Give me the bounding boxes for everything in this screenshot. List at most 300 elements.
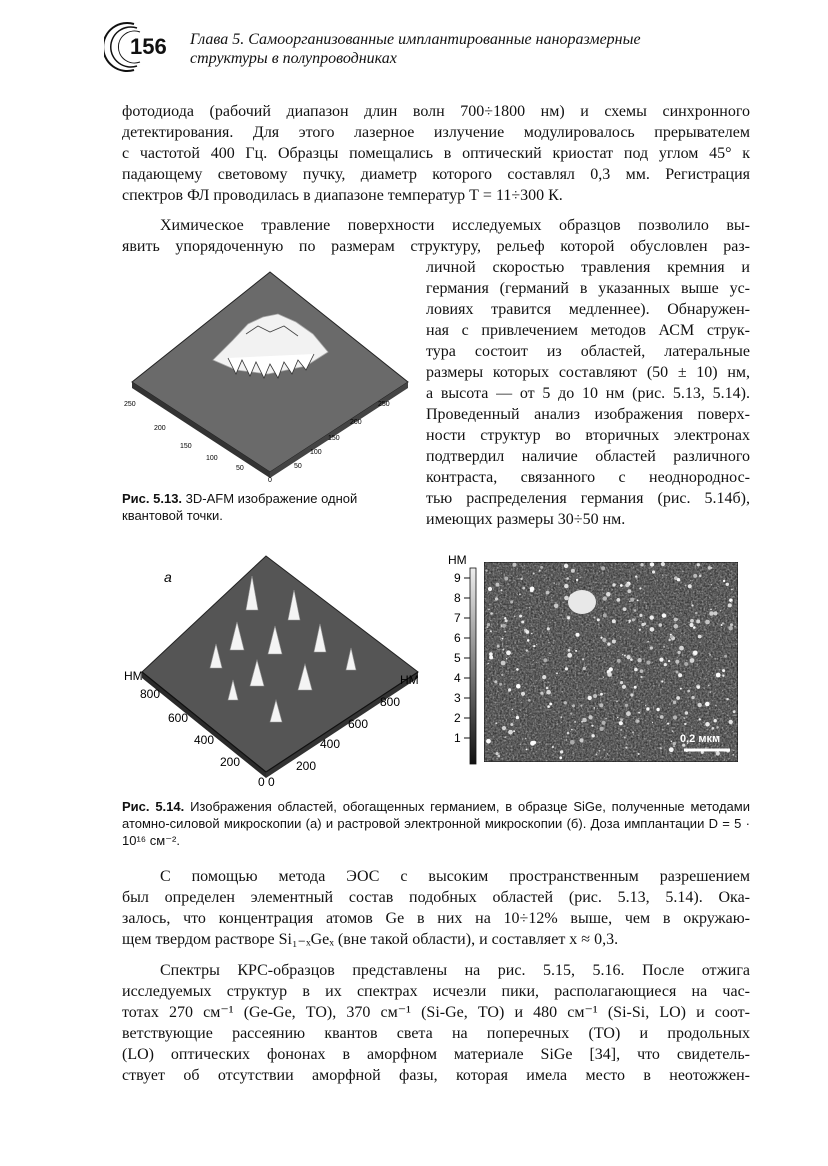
scale-tick: 9	[454, 571, 461, 585]
figure-5-14-caption	[122, 798, 750, 849]
text-line: ветствующие рассеянию квантов света на поперечных (ТО) и продольных	[122, 1025, 750, 1042]
text-line: щем твердом растворе Si₁₋ₓGeₓ (вне такой области), и составляет x ≈ 0,3.	[122, 931, 619, 948]
sem-bright-spot	[616, 700, 618, 702]
text-line: ная с привлечением методов АСМ струк-	[426, 322, 750, 339]
sem-bright-spot	[531, 633, 532, 634]
panel-label-a: а	[164, 569, 172, 585]
sem-bright-spot	[691, 696, 694, 699]
sem-bright-spot	[639, 614, 642, 617]
afm-surface	[142, 556, 418, 772]
sem-bright-spot	[504, 617, 506, 619]
sem-bright-spot	[727, 698, 729, 700]
tick-label: 600	[348, 717, 369, 731]
sem-bright-spot	[573, 753, 574, 754]
axis-unit-right: НМ	[400, 673, 419, 687]
sem-bright-spot	[620, 681, 623, 684]
sem-bright-spot	[603, 677, 604, 678]
sem-bright-spot	[504, 631, 506, 633]
tick-label: 400	[320, 737, 341, 751]
sem-bright-spot	[690, 619, 694, 623]
sem-bright-spot	[599, 750, 601, 752]
sem-bright-spot	[692, 604, 694, 606]
sem-bright-spot	[733, 750, 734, 751]
height-scale	[446, 552, 484, 768]
text-line: тура состоит из областей, латеральные	[426, 343, 750, 360]
text-line: Химическое травление поверхности исследуемых образцов позволило вы-	[160, 217, 750, 234]
tick-label: 100	[206, 455, 218, 462]
sem-bright-spot	[609, 667, 613, 671]
sem-bright-spot	[600, 637, 602, 639]
running-title	[190, 30, 750, 68]
sem-bright-spot	[497, 645, 500, 648]
sem-bright-spot	[695, 612, 698, 615]
sem-bright-spot	[502, 649, 504, 651]
sem-bright-spot	[528, 699, 531, 702]
sem-bright-spot	[525, 738, 527, 740]
sem-bright-spot	[487, 623, 490, 626]
sem-bright-spot	[705, 722, 710, 727]
sem-bright-spot	[603, 596, 607, 600]
sem-bright-spot	[716, 673, 721, 678]
sem-bright-spot	[714, 719, 717, 722]
sem-bright-spot	[729, 720, 733, 724]
sem-bright-spot	[662, 613, 666, 617]
sem-bright-spot	[612, 583, 615, 586]
sem-bright-spot	[536, 644, 537, 645]
sem-bright-spot	[542, 675, 546, 679]
sem-bright-spot	[607, 642, 610, 645]
sem-bright-spot	[504, 736, 506, 738]
tick-label: 150	[180, 443, 192, 450]
sem-bright-spot	[617, 717, 619, 719]
text-line: Спектры КРС-образцов представлены на рис. 5.15, 5.16. После отжига	[160, 962, 750, 979]
sem-bright-spot	[533, 660, 534, 661]
axis-unit-left: НМ	[124, 669, 143, 683]
sem-bright-spot	[722, 669, 725, 672]
sem-bright-spot	[498, 755, 501, 758]
sem-bright-spot	[675, 660, 679, 664]
sem-bright-spot	[561, 716, 563, 718]
sem-bright-spot	[637, 720, 640, 723]
tick-label: 200	[154, 425, 166, 432]
scalebar-label: 0,2 мкм	[680, 733, 721, 745]
sem-bright-spot	[628, 620, 631, 623]
sem-bright-spot	[634, 609, 637, 612]
sem-bright-spot	[652, 570, 655, 573]
sem-bright-spot	[512, 563, 516, 567]
scale-ticks	[454, 571, 461, 745]
sem-bright-spot	[630, 598, 634, 602]
text-line: размеры которых составляют (50 ± 10) нм,	[426, 364, 750, 381]
sem-bright-spot	[510, 601, 513, 604]
sem-bright-spot	[688, 584, 692, 588]
sem-bright-spot	[572, 704, 575, 707]
sem-bright-spot	[617, 598, 621, 602]
sem-bright-spot	[582, 658, 584, 660]
sem-bright-spot	[529, 607, 530, 608]
sem-bright-spot	[495, 752, 498, 755]
sem-bright-spot	[612, 619, 616, 623]
sem-bright-spot	[588, 696, 592, 700]
sem-bright-spot	[576, 633, 580, 637]
sem-bright-spot	[620, 718, 623, 721]
sem-bright-spot	[539, 570, 541, 572]
sem-bright-spot	[599, 727, 603, 731]
caption-label: Рис. 5.14.	[122, 799, 185, 814]
sem-bright-spot	[632, 731, 634, 733]
tick-label: 150	[328, 435, 340, 442]
sem-bright-spot	[672, 730, 674, 732]
sem-bright-spot	[564, 701, 567, 704]
scale-tick: 6	[454, 631, 461, 645]
sem-bright-spot	[516, 716, 519, 719]
sem-bright-spot	[521, 692, 525, 696]
figure-5-14a-afm-3d	[118, 550, 442, 788]
sem-bright-spot	[705, 620, 710, 625]
sem-bright-spot	[570, 713, 572, 715]
sem-bright-spot	[709, 654, 711, 656]
sem-bright-spot	[540, 692, 543, 695]
sem-bright-spot	[630, 658, 633, 661]
sem-bright-spot	[496, 583, 500, 587]
sem-bright-spot	[679, 646, 684, 651]
sem-bright-spot	[546, 690, 551, 695]
text-line: ствует об отсутствии аморфной фазы, которая имела место в неотожжен-	[122, 1067, 750, 1084]
sem-bright-spot	[678, 673, 682, 677]
sem-bright-spot	[603, 614, 607, 618]
sem-bright-spot	[722, 675, 724, 677]
sem-bright-spot	[670, 635, 674, 639]
sem-bright-spot	[502, 638, 504, 640]
tick-label: 200	[350, 419, 362, 426]
sem-bright-spot	[671, 741, 672, 742]
sem-bright-spot	[594, 707, 596, 709]
figure-5-13-caption	[122, 490, 422, 524]
sem-bright-spot	[674, 618, 678, 622]
sem-bright-spot	[730, 623, 733, 626]
sem-bright-spot	[501, 661, 506, 666]
caption-label: Рис. 5.13.	[122, 491, 183, 506]
sem-bright-spot	[690, 658, 695, 663]
text-line: был определен элементный состав подобных областей (рис. 5.13, 5.14). Ока-	[122, 889, 750, 906]
sem-bright-spot	[488, 587, 492, 591]
sem-bright-spot	[629, 622, 631, 624]
sem-bright-spot	[699, 718, 701, 720]
sem-bright-spot	[622, 654, 623, 655]
sem-bright-spot	[506, 650, 511, 655]
text-line: германия (германий в указанных выше ус-	[426, 280, 750, 297]
sem-bright-spot	[647, 641, 649, 643]
paragraph-2-side	[426, 257, 750, 530]
sem-bright-spot	[549, 703, 552, 706]
sem-bright-spot	[546, 687, 549, 690]
sem-bright-spot	[626, 655, 630, 659]
sem-bright-spot	[552, 746, 554, 748]
sem-bright-spot	[591, 734, 594, 737]
text-line: ловиях травится медленнее). Обнаружен-	[426, 301, 750, 318]
tick-label: 200	[296, 759, 317, 773]
sem-bright-spot	[567, 653, 572, 658]
sem-bright-spot	[656, 708, 659, 711]
sem-bright-spot	[645, 705, 646, 706]
sem-bright-spot	[530, 587, 535, 592]
text-line: фотодиода (рабочий диапазон длин волн 700÷1800 нм) и схемы синхронного	[122, 103, 750, 120]
sem-bright-spot	[735, 756, 736, 757]
origin-label: 0 0	[258, 775, 275, 788]
sem-bright-spot	[697, 563, 700, 566]
sem-bright-spot	[627, 589, 631, 593]
sem-bright-spot	[597, 618, 600, 621]
text-line: С помощью метода ЭОС с высоким пространственным разрешением	[160, 868, 750, 885]
sem-bright-spot	[640, 669, 644, 673]
sem-bright-spot	[634, 686, 637, 689]
sem-bright-spot	[650, 562, 654, 566]
sem-bright-spot	[684, 723, 686, 725]
scale-tick: 3	[454, 691, 461, 705]
sem-bright-spot	[639, 587, 641, 589]
sem-bright-spot	[699, 575, 702, 578]
sem-bright-spot	[516, 668, 519, 671]
sem-bright-spot	[634, 668, 638, 672]
sem-bright-spot	[599, 703, 603, 707]
caption-text: Изображения областей, обогащенных германием, в образце SiGe, полученные методами атомно-силовой микроскопии (а) и растровой электронной микроскопии (б). Доза имплантации D = 5 · 10¹⁶ см⁻².	[122, 799, 750, 848]
sem-bright-spot	[512, 709, 513, 710]
sem-bright-spot	[650, 615, 654, 619]
sem-bright-spot	[495, 722, 497, 724]
sem-bright-spot	[733, 710, 736, 713]
sem-bright-spot	[488, 609, 490, 611]
sem-bright-spot	[693, 626, 696, 629]
sem-bright-spot	[684, 662, 688, 666]
sem-bright-spot	[490, 630, 492, 632]
sem-bright-spot	[698, 703, 702, 707]
sem-bright-spot	[564, 596, 569, 601]
figure-5-13-afm-3d	[118, 262, 418, 484]
sem-bright-spot	[675, 670, 678, 673]
sem-bright-spot	[661, 680, 663, 682]
sem-bright-spot	[502, 726, 506, 730]
sem-bright-spot	[606, 592, 611, 597]
sem-bright-spot	[710, 609, 712, 611]
sem-bright-spot	[607, 753, 608, 754]
sem-bright-spot	[674, 624, 679, 629]
sem-bright-spot	[662, 574, 664, 576]
sem-bright-spot	[565, 667, 568, 670]
sem-bright-spot	[669, 747, 674, 752]
sem-bright-spot	[638, 753, 640, 755]
sem-bright-spot	[502, 624, 506, 628]
sem-bright-spot	[689, 623, 693, 627]
sem-bright-spot	[625, 747, 627, 749]
sem-bright-spot	[516, 684, 521, 689]
sem-bright-spot	[501, 589, 503, 591]
sem-bright-spot	[637, 658, 641, 662]
sem-bright-spot	[731, 601, 733, 603]
sem-bright-spot	[508, 730, 513, 735]
sem-bright-spot	[680, 688, 682, 690]
sem-bright-spot	[641, 676, 643, 678]
tick-label: 200	[220, 755, 241, 769]
sem-bright-spot	[705, 702, 710, 707]
sem-bright-spot	[588, 715, 592, 719]
sem-bright-spot	[693, 651, 698, 656]
sem-bright-spot	[547, 705, 550, 708]
sem-bright-spot	[673, 715, 677, 719]
sem-bright-spot	[677, 651, 680, 654]
sem-bright-spot	[668, 660, 670, 662]
sem-bright-spot	[640, 563, 643, 566]
text-line: а высота — от 5 до 10 нм (рис. 5.13, 5.14).	[426, 385, 750, 402]
running-title-line: Глава 5. Самоорганизованные имплантированные наноразмерные	[190, 31, 641, 48]
sem-bright-spot	[489, 655, 493, 659]
sem-bright-spot	[685, 711, 689, 715]
sem-bright-spot	[635, 575, 637, 577]
sem-bright-spot	[617, 659, 621, 663]
sem-bright-spot	[580, 577, 581, 578]
text-line: с частотой 400 Гц. Образцы помещались в оптический криостат под углом 45° к	[122, 145, 750, 162]
caption-text: 3D-AFM изображение одной квантовой точки.	[122, 491, 358, 523]
sem-bright-spot	[629, 601, 631, 603]
sem-bright-spot	[495, 597, 498, 600]
sem-bright-spot	[510, 723, 513, 726]
sem-bright-spot	[673, 701, 677, 705]
scale-tick: 4	[454, 671, 461, 685]
sem-bright-spot	[668, 639, 670, 641]
sem-bright-spot	[526, 749, 528, 751]
sem-bright-spot	[570, 740, 575, 745]
text-line: ности структур во вторичных электронах	[426, 427, 750, 444]
sem-bright-spot	[576, 579, 578, 581]
sem-bright-spot	[520, 578, 522, 580]
sem-bright-spot	[580, 738, 584, 742]
sem-bright-spot	[501, 674, 503, 676]
sem-bright-spot	[525, 630, 529, 634]
sem-bright-spot	[625, 704, 628, 707]
sem-bright-spot	[710, 691, 711, 692]
sem-bright-spot	[591, 725, 593, 727]
sem-bright-spot	[639, 629, 641, 631]
sem-bright-spot	[562, 691, 563, 692]
sem-bright-spot	[622, 685, 626, 689]
sem-bright-spot	[623, 607, 627, 611]
paragraph-1	[122, 101, 750, 206]
sem-bright-spot	[612, 640, 616, 644]
sem-bright-spot	[726, 583, 729, 586]
sem-bright-spot	[659, 658, 663, 662]
sem-bright-spot	[543, 658, 547, 662]
sem-bright-spot	[711, 584, 712, 585]
tick-label: 800	[140, 687, 161, 701]
sem-bright-spot	[685, 585, 687, 587]
scale-tick: 7	[454, 611, 461, 625]
sem-bright-spot	[620, 729, 621, 730]
sem-bright-spot	[693, 574, 697, 578]
tick-label: 800	[380, 695, 401, 709]
sem-bright-spot	[601, 566, 605, 570]
sem-bright-spot	[526, 649, 528, 651]
text-line: тотах 270 см⁻¹ (Ge-Ge, ТО), 370 см⁻¹ (Si-Ge, ТО) и 480 см⁻¹ (Si-Si, LO) и соот-	[122, 1004, 750, 1021]
sem-bright-spot	[603, 749, 604, 750]
sem-bright-spot	[489, 652, 493, 656]
sem-bright-spot	[508, 688, 511, 691]
sem-bright-spot	[687, 690, 690, 693]
sem-bright-spot	[733, 754, 735, 756]
sem-bright-spot	[716, 726, 718, 728]
text-line: подтвердил наличие областей различного	[426, 448, 750, 465]
sem-bright-spot	[630, 693, 633, 696]
sem-bright-spot	[667, 723, 669, 725]
sem-bright-spot	[506, 658, 507, 659]
sem-bright-spot	[620, 584, 623, 587]
sem-bright-spot	[596, 754, 598, 756]
text-line: явить упорядоченную по размерам структуру, рельеф которой обусловлен раз-	[122, 238, 750, 255]
text-line: тью распределения германия (рис. 5.14б),	[426, 490, 750, 507]
tick-label: 50	[294, 463, 302, 470]
sem-bright-spot	[644, 622, 647, 625]
sem-bright-spot	[626, 711, 631, 716]
sem-bright-spot	[638, 712, 640, 714]
sem-bright-spot	[583, 667, 586, 670]
sem-bright-spot	[513, 730, 515, 732]
sem-bright-spot	[600, 693, 603, 696]
sem-bright-spot	[519, 615, 522, 618]
sem-bright-spot	[677, 578, 680, 581]
sem-bright-spot	[660, 747, 662, 749]
sem-bright-spot	[574, 721, 576, 723]
sem-bright-spot	[571, 729, 573, 731]
text-line: (LO) оптических фононах в аморфном материале SiGe [34], что свидетель-	[122, 1046, 750, 1063]
sem-bright-spot	[564, 584, 568, 588]
page-number: 156	[130, 34, 167, 59]
sem-bright-spot	[571, 569, 575, 573]
sem-bright-spot	[607, 672, 612, 677]
sem-bright-spot	[533, 573, 535, 575]
text-line: падающему световому пучку, диаметр которого составлял 0,3 мм. Регистрация	[122, 166, 750, 183]
tick-label: 600	[168, 711, 189, 725]
sem-bright-spot	[521, 621, 524, 624]
text-line: личной скоростью травления кремния и	[426, 259, 750, 276]
sem-bright-spot	[646, 660, 650, 664]
sem-bright-spot	[619, 721, 623, 725]
sem-bright-spot	[673, 746, 674, 747]
sem-bright-spot	[708, 685, 710, 687]
sem-bright-spot	[652, 722, 653, 723]
sem-bright-spot	[568, 649, 571, 652]
sem-bright-spot	[494, 680, 497, 683]
sem-bright-spot	[701, 636, 703, 638]
paragraph-4	[122, 960, 750, 1086]
sem-bright-spot	[697, 686, 700, 689]
sem-bright-spot	[605, 718, 607, 720]
sem-bright-spot	[556, 673, 558, 675]
sem-bright-spot	[663, 646, 665, 648]
sem-bright-spot	[624, 737, 626, 739]
sem-bright-spot	[486, 739, 491, 744]
sem-bright-spot	[567, 617, 570, 620]
sem-bright-spot	[659, 623, 663, 627]
sem-bright-spot	[505, 619, 508, 622]
sem-bright-spot	[582, 718, 587, 723]
sem-bright-spot	[709, 611, 714, 616]
sem-bright-spot	[715, 705, 717, 707]
sem-bright-spot	[602, 721, 606, 725]
sem-bright-spot	[664, 663, 667, 666]
scale-tick: 5	[454, 651, 461, 665]
tick-label: 50	[236, 465, 244, 472]
sem-bright-spot	[729, 626, 733, 630]
sem-bright-spot	[485, 569, 487, 571]
tick-label: 250	[124, 401, 136, 408]
